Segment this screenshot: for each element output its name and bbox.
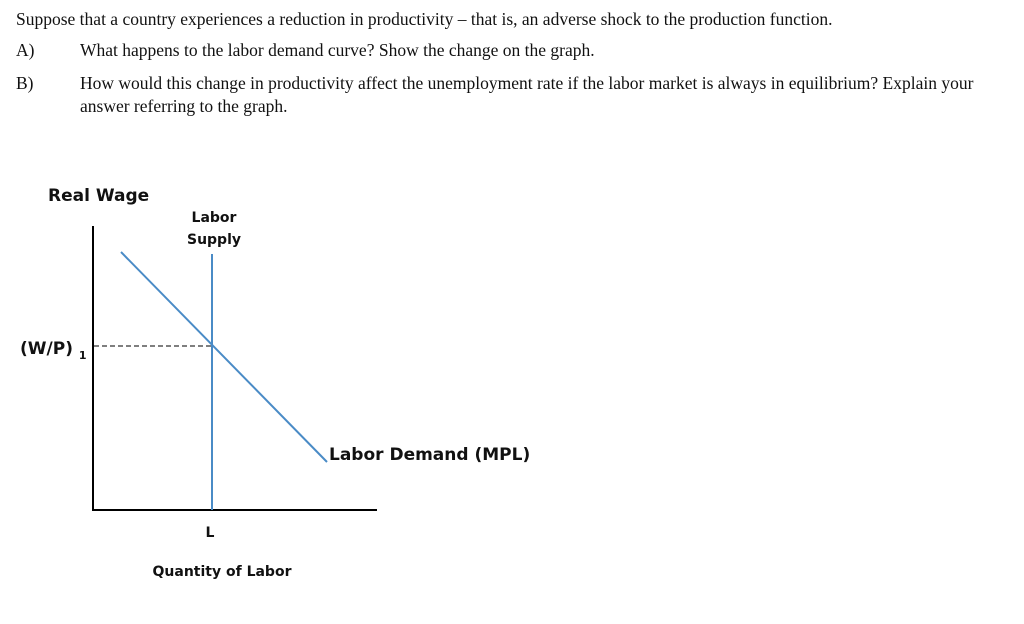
wage-label-subscript: 1 bbox=[78, 349, 87, 362]
part-a-text: What happens to the labor demand curve? Show the change on the graph. bbox=[80, 40, 595, 60]
labor-demand-curve bbox=[121, 252, 327, 462]
question-stem: Suppose that a country experiences a reduction in productivity – that is, an adverse shock to the production function. bbox=[16, 9, 833, 29]
supply-label-line2: Supply bbox=[186, 232, 242, 248]
wage-label-text: (W/P) bbox=[20, 339, 73, 359]
demand-label: Labor Demand (MPL) bbox=[329, 445, 531, 465]
supply-label-line1: Labor bbox=[191, 210, 237, 226]
x-axis-label: Quantity of Labor bbox=[152, 564, 292, 580]
part-a-letter: A) bbox=[16, 40, 35, 60]
part-b-text: How would this change in productivity affect the unemployment rate if the labor market is always in equilibrium? Explain your answer referring to the graph. bbox=[80, 73, 974, 116]
y-axis-label: Real Wage bbox=[48, 186, 150, 206]
part-b-letter: B) bbox=[16, 73, 34, 93]
quantity-label: L bbox=[205, 525, 215, 541]
wage-label bbox=[20, 339, 87, 362]
